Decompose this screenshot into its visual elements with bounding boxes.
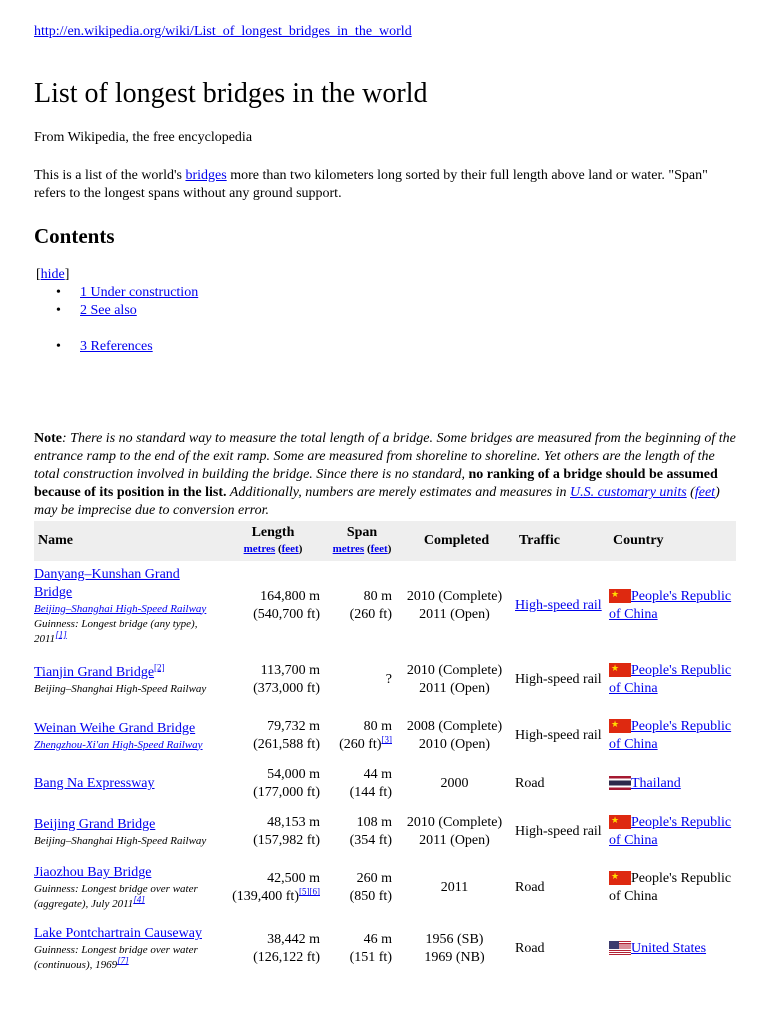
bridge-name-link[interactable]: Lake Pontchartrain Causeway — [34, 926, 202, 941]
cell-completed: 1956 (SB) 1969 (NB) — [424, 932, 485, 965]
bridge-name-link[interactable]: Bang Na Expressway — [34, 776, 155, 791]
toc-bullet: • — [56, 339, 61, 354]
table-row — [34, 561, 736, 653]
cell-name — [34, 561, 220, 653]
toc-item — [34, 338, 198, 356]
feet-link[interactable]: feet — [694, 485, 716, 500]
cell-traffic: Road — [515, 941, 545, 956]
intro-paragraph — [34, 167, 724, 203]
cell-traffic: High-speed rail — [515, 728, 602, 743]
note-text: Additionally, numbers are merely estimates and measures in — [226, 485, 570, 500]
cell-span: 46 m (151 ft) — [349, 932, 392, 965]
length-metres-link[interactable]: metres — [243, 543, 276, 555]
toc-bullet: • — [56, 303, 61, 318]
note-bold-text: no ranking of a bridge should be assumed because of its position in the list. — [34, 467, 718, 500]
bridge-note: Guinness: Longest bridge (any type), 2011[1] — [34, 617, 198, 645]
note-text: ) may be imprecise due to conversion error. — [34, 485, 720, 518]
cell-span: 260 m (850 ft) — [349, 871, 392, 904]
table-row — [34, 805, 736, 861]
citation-link[interactable]: [1] — [55, 628, 67, 639]
cell-span: ? — [385, 672, 392, 687]
railway-line: Beijing–Shanghai High-Speed Railway — [34, 682, 207, 695]
bridge-note: Guinness: Longest bridge over water (aggregate), July 2011[4] — [34, 883, 198, 910]
cell-name — [34, 917, 220, 983]
bridge-note: Guinness: Longest bridge over water (continuous), 1969[7] — [34, 944, 198, 971]
thailand-flag-icon — [609, 776, 631, 790]
china-flag-icon — [609, 871, 631, 885]
note-text: : There is no standard way to measure the total length of a bridge. Some bridges are measured from the beginning of the entrance ramp to the end of the exit ramp. Some are measured from shoreline to shoreline. Yet others are the length of the total construction involved in building the bridge. Since there is no standard, — [34, 431, 736, 482]
header-name[interactable]: Name — [34, 521, 220, 561]
cell-completed: 2010 (Complete) 2011 (Open) — [406, 589, 503, 622]
citation-link[interactable]: [3] — [381, 734, 392, 745]
cell-length: 38,442 m (126,122 ft) — [253, 932, 320, 965]
country-link[interactable]: People's Republic of China — [609, 815, 732, 848]
intro-text-post: more than two kilometers long sorted by their full length above land or water. "Span" refers to the longest spans without any ground support. — [34, 168, 708, 201]
cell-traffic: Road — [515, 776, 545, 791]
table-header-row — [34, 521, 736, 561]
cell-country — [609, 653, 736, 709]
table-row — [34, 917, 736, 983]
china-flag-icon — [609, 815, 631, 829]
page-title: List of longest bridges in the world — [34, 78, 428, 109]
table-row — [34, 709, 736, 765]
usa-flag-icon — [609, 941, 631, 955]
traffic-link[interactable]: High-speed rail — [515, 598, 602, 613]
country-link[interactable]: Thailand — [631, 776, 681, 791]
bridge-name-link[interactable]: Danyang–Kunshan Grand Bridge — [34, 566, 180, 600]
cell-length: 79,732 m (261,588 ft) — [253, 719, 320, 752]
bridges-table — [34, 521, 736, 983]
hide-bracket-close: ] — [64, 267, 70, 282]
intro-text-pre: This is a list of the world's — [34, 168, 186, 183]
toc-link-under-construction[interactable]: 1 Under construction — [80, 285, 199, 300]
cell-traffic: High-speed rail — [515, 824, 602, 839]
cell-country — [609, 861, 736, 917]
bridge-name-link[interactable]: Weinan Weihe Grand Bridge — [34, 720, 196, 736]
toc-item — [34, 284, 198, 302]
cell-name — [34, 653, 220, 709]
citation-link[interactable]: [2] — [154, 661, 165, 672]
china-flag-icon — [609, 589, 631, 603]
contents-heading: Contents — [34, 224, 115, 248]
table-row — [34, 861, 736, 917]
cell-completed: 2010 (Complete) 2011 (Open) — [406, 663, 503, 696]
header-span[interactable] — [326, 521, 398, 561]
sub-paren: ) — [387, 543, 392, 555]
toc-link-references[interactable]: 3 References — [80, 339, 153, 354]
cell-completed: 2008 (Complete) 2010 (Open) — [406, 719, 503, 752]
railway-line-link[interactable]: Zhengzhou-Xi'an High-Speed Railway — [34, 738, 203, 751]
table-row — [34, 765, 736, 805]
sub-paren: ( — [275, 543, 282, 555]
toc-link-see-also[interactable]: 2 See also — [80, 303, 137, 318]
cell-length: 113,700 m (373,000 ft) — [253, 663, 320, 696]
country-link[interactable]: People's Republic of China — [609, 589, 732, 622]
cell-span: 44 m (144 ft) — [349, 767, 392, 800]
cell-country — [609, 709, 736, 765]
cell-name — [34, 861, 220, 917]
citation-link[interactable]: [4] — [133, 894, 145, 905]
toc-item — [34, 302, 198, 320]
cell-span: 80 m (260 ft)[3] — [339, 719, 392, 752]
cell-length: 42,500 m (139,400 ft)[5][6] — [232, 871, 320, 904]
table-row — [34, 653, 736, 709]
cell-traffic: Road — [515, 880, 545, 895]
length-feet-link[interactable]: feet — [281, 543, 299, 555]
china-flag-icon — [609, 663, 631, 677]
cell-completed: 2000 — [440, 776, 469, 791]
header-length-label: Length — [251, 525, 295, 540]
header-span-label: Span — [346, 525, 378, 540]
cell-span: 108 m (354 ft) — [349, 815, 392, 848]
hide-bracket-open: [ — [36, 267, 41, 282]
header-country[interactable]: Country — [609, 521, 736, 561]
page-url-link[interactable]: http://en.wikipedia.org/wiki/List_of_longest_bridges_in_the_world — [34, 24, 412, 39]
cell-country — [609, 561, 736, 653]
cell-country — [609, 917, 736, 983]
cell-name — [34, 805, 220, 861]
cell-name — [34, 709, 220, 765]
bridge-name-link[interactable]: Beijing Grand Bridge — [34, 816, 156, 832]
header-length[interactable] — [220, 521, 326, 561]
sub-paren: ) — [298, 543, 303, 555]
note-paragraph — [34, 430, 739, 520]
span-feet-link[interactable]: feet — [370, 543, 388, 555]
bridges-link[interactable]: bridges — [185, 168, 227, 183]
sub-paren: ( — [364, 543, 371, 555]
citation-link[interactable]: [7] — [117, 955, 129, 966]
cell-length: 54,000 m (177,000 ft) — [253, 767, 320, 800]
us-customary-units-link[interactable]: U.S. customary units — [570, 485, 687, 500]
cell-name — [34, 765, 220, 805]
bridge-name-link[interactable]: Tianjin Grand Bridge — [34, 664, 155, 680]
country-link[interactable]: People's Republic of China — [609, 719, 732, 752]
cell-length: 48,153 m (157,982 ft) — [253, 815, 320, 848]
toc-hide-link[interactable]: hide — [40, 267, 65, 282]
cell-country — [609, 765, 736, 805]
header-traffic[interactable]: Traffic — [515, 521, 609, 561]
note-text: ( — [686, 485, 695, 500]
note-label: Note — [34, 431, 62, 446]
cell-length: 164,800 m (540,700 ft) — [253, 589, 320, 622]
railway-line-link[interactable]: Beijing–Shanghai High-Speed Railway — [34, 602, 207, 615]
bridge-name-link[interactable]: Jiaozhou Bay Bridge — [34, 865, 152, 880]
cell-traffic — [515, 561, 609, 653]
china-flag-icon — [609, 719, 631, 733]
country-link[interactable]: People's Republic of China — [609, 663, 732, 696]
country-text: People's Republic of China — [609, 871, 732, 904]
railway-line: Beijing–Shanghai High-Speed Railway — [34, 834, 207, 847]
cell-completed: 2010 (Complete) 2011 (Open) — [406, 815, 503, 848]
cell-traffic: High-speed rail — [515, 672, 602, 687]
toc-bullet: • — [56, 285, 61, 300]
cell-span: 80 m (260 ft) — [349, 589, 392, 622]
country-link[interactable]: United States — [631, 941, 707, 956]
cell-completed: 2011 — [440, 880, 469, 895]
header-completed[interactable]: Completed — [398, 521, 515, 561]
table-of-contents — [34, 266, 198, 356]
span-metres-link[interactable]: metres — [332, 543, 365, 555]
citation-link[interactable]: [5][6] — [299, 886, 320, 897]
cell-country — [609, 805, 736, 861]
tagline: From Wikipedia, the free encyclopedia — [34, 130, 253, 145]
